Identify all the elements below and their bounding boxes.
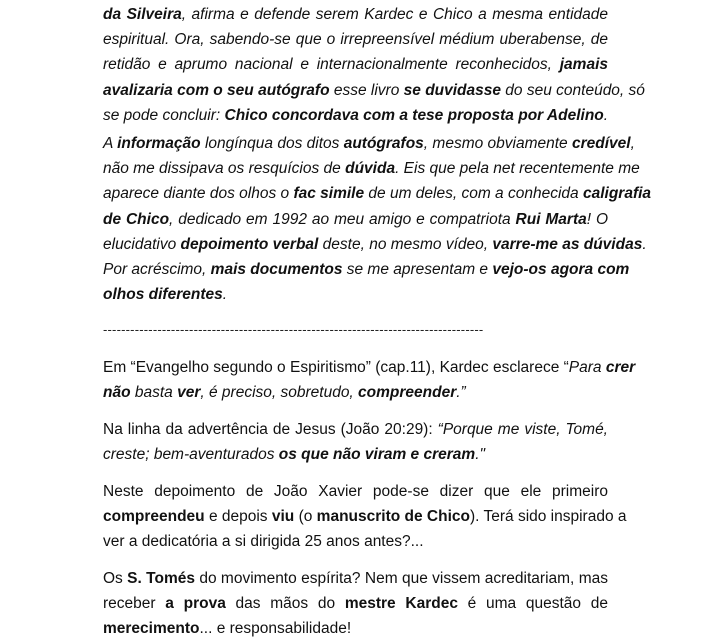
text-segment: Para: [568, 359, 606, 376]
text-segment: ver a dedicatória a si dirigida 25 anos antes?...: [103, 533, 424, 551]
text-segment: e depois: [204, 508, 272, 526]
text-segment: fac simile: [293, 185, 365, 203]
text-line: [103, 2, 608, 27]
text-segment: esse livro: [329, 81, 404, 99]
text-segment: Os: [103, 570, 128, 587]
text-segment: caligrafia: [582, 185, 652, 203]
text-line: [103, 566, 608, 591]
text-segment: dúvida: [345, 160, 396, 178]
text-segment: .: [603, 106, 609, 124]
text-segment: ). Terá sido inspirado a: [469, 508, 627, 526]
text-line: [103, 131, 635, 156]
text-segment: Na linha da advertência de Jesus (João 20:29):: [103, 421, 438, 438]
text-line: [103, 52, 608, 77]
text-segment: do movimento espírita? Nem que vissem acreditariam, mas: [194, 570, 608, 587]
paragraph-jesus-quote: [103, 417, 608, 467]
text-segment: não me dissipava os resquícios de: [103, 160, 346, 178]
text-segment: do seu conteúdo, só: [501, 81, 645, 99]
paragraph-s-tomes: [103, 566, 608, 642]
text-segment: mestre Kardec: [344, 595, 458, 613]
text-segment: , é preciso, sobretudo,: [200, 384, 359, 402]
text-segment: Em “Evangelho segundo o Espiritismo” (cap.11), Kardec esclarece “: [103, 359, 569, 376]
text-segment: .”: [456, 384, 466, 402]
text-segment: compreender: [358, 384, 457, 402]
text-segment: (o: [294, 508, 317, 526]
text-segment: , afirma e defende serem Kardec e Chico a mesma entidade: [181, 6, 608, 23]
text-line: [103, 380, 608, 405]
section-separator: ------------------------------------------------------------------------------------: [103, 322, 484, 337]
text-segment: , mesmo obviamente: [423, 135, 572, 152]
text-line: [103, 616, 608, 641]
text-line: [103, 156, 640, 181]
text-segment: crer: [605, 359, 636, 376]
text-segment: de Chico: [103, 210, 170, 228]
text-line: [103, 27, 608, 52]
text-segment: .: [222, 286, 228, 304]
text-segment: aparece diante dos olhos o: [103, 185, 294, 203]
text-segment: das mãos do: [225, 595, 345, 613]
text-segment: compreendeu: [103, 508, 205, 526]
text-segment: “Porque me viste, Tomé,: [437, 421, 608, 438]
text-segment: receber: [103, 595, 166, 613]
text-segment: da Silveira: [103, 6, 182, 23]
text-line: [103, 591, 608, 616]
text-segment: Por acréscimo,: [103, 260, 211, 278]
text-segment: longínqua dos ditos: [200, 135, 344, 152]
text-segment: basta: [130, 384, 178, 402]
text-segment: mais documentos: [210, 260, 343, 278]
text-segment: ... e responsabilidade!: [199, 620, 352, 638]
text-segment: os que não viram e creram: [278, 446, 476, 464]
text-line: [103, 417, 608, 442]
text-segment: merecimento: [103, 620, 200, 638]
text-line: [103, 355, 636, 380]
text-segment: vejo-os agora com: [492, 260, 630, 278]
text-segment: manuscrito de Chico: [316, 508, 470, 526]
text-segment: ver: [177, 384, 201, 402]
paragraph-kardec-quote: [103, 355, 636, 405]
text-segment: A: [103, 135, 118, 152]
text-line: [103, 78, 645, 103]
text-segment: elucidativo: [103, 235, 181, 253]
text-segment: .: [642, 235, 647, 253]
text-segment: jamais: [559, 56, 608, 74]
text-line: [103, 257, 630, 282]
text-segment: deste, no mesmo vídeo,: [318, 235, 493, 253]
text-segment: ,: [630, 135, 635, 152]
text-segment: , dedicado em 1992 ao meu amigo e compatriota: [169, 210, 516, 228]
text-segment: .": [475, 446, 485, 464]
text-line: [103, 504, 627, 529]
text-segment: informação: [117, 135, 201, 152]
text-segment: Rui Marta: [515, 210, 587, 228]
text-segment: espiritual. Ora, sabendo-se que o irrepreensível médium uberabense, de: [103, 31, 608, 49]
text-line: [103, 479, 608, 504]
text-segment: ! O: [586, 210, 609, 228]
text-segment: S. Tomés: [127, 570, 195, 587]
text-line: [103, 232, 647, 257]
paragraph-silveira-autograph: [103, 2, 645, 128]
text-segment: é uma questão de: [457, 595, 608, 613]
text-line: [103, 207, 608, 232]
text-line: [103, 181, 652, 206]
text-segment: credível: [571, 135, 631, 152]
text-segment: Chico concordava com a tese proposta por Adelino: [224, 106, 604, 124]
paragraph-autograph-information: [103, 131, 652, 307]
text-segment: de um deles, com a conhecida: [364, 185, 583, 203]
text-segment: se pode concluir:: [103, 106, 225, 124]
text-line: [103, 529, 608, 554]
text-segment: Neste depoimento de João Xavier pode-se dizer que ele primeiro: [103, 483, 608, 500]
text-line: [103, 103, 608, 128]
text-segment: se me apresentam e: [342, 260, 493, 278]
text-segment: retidão e aprumo nacional e internacionalmente reconhecidos,: [103, 56, 560, 74]
text-segment: depoimento verbal: [180, 235, 319, 253]
text-segment: . Eis que pela net recentemente me: [395, 160, 640, 178]
text-segment: avalizaria com o seu autógrafo: [103, 81, 330, 99]
text-line: [103, 442, 608, 467]
text-line: [103, 282, 608, 307]
text-segment: creste; bem-aventurados: [103, 446, 279, 464]
text-segment: viu: [271, 508, 295, 526]
paragraph-joao-xavier: [103, 479, 627, 555]
text-segment: não: [103, 384, 131, 402]
text-segment: autógrafos: [343, 135, 424, 152]
text-segment: varre-me as dúvidas: [492, 235, 643, 253]
text-segment: olhos diferentes: [103, 286, 223, 304]
text-segment: a prova: [165, 595, 226, 613]
text-segment: se duvidasse: [403, 81, 501, 99]
